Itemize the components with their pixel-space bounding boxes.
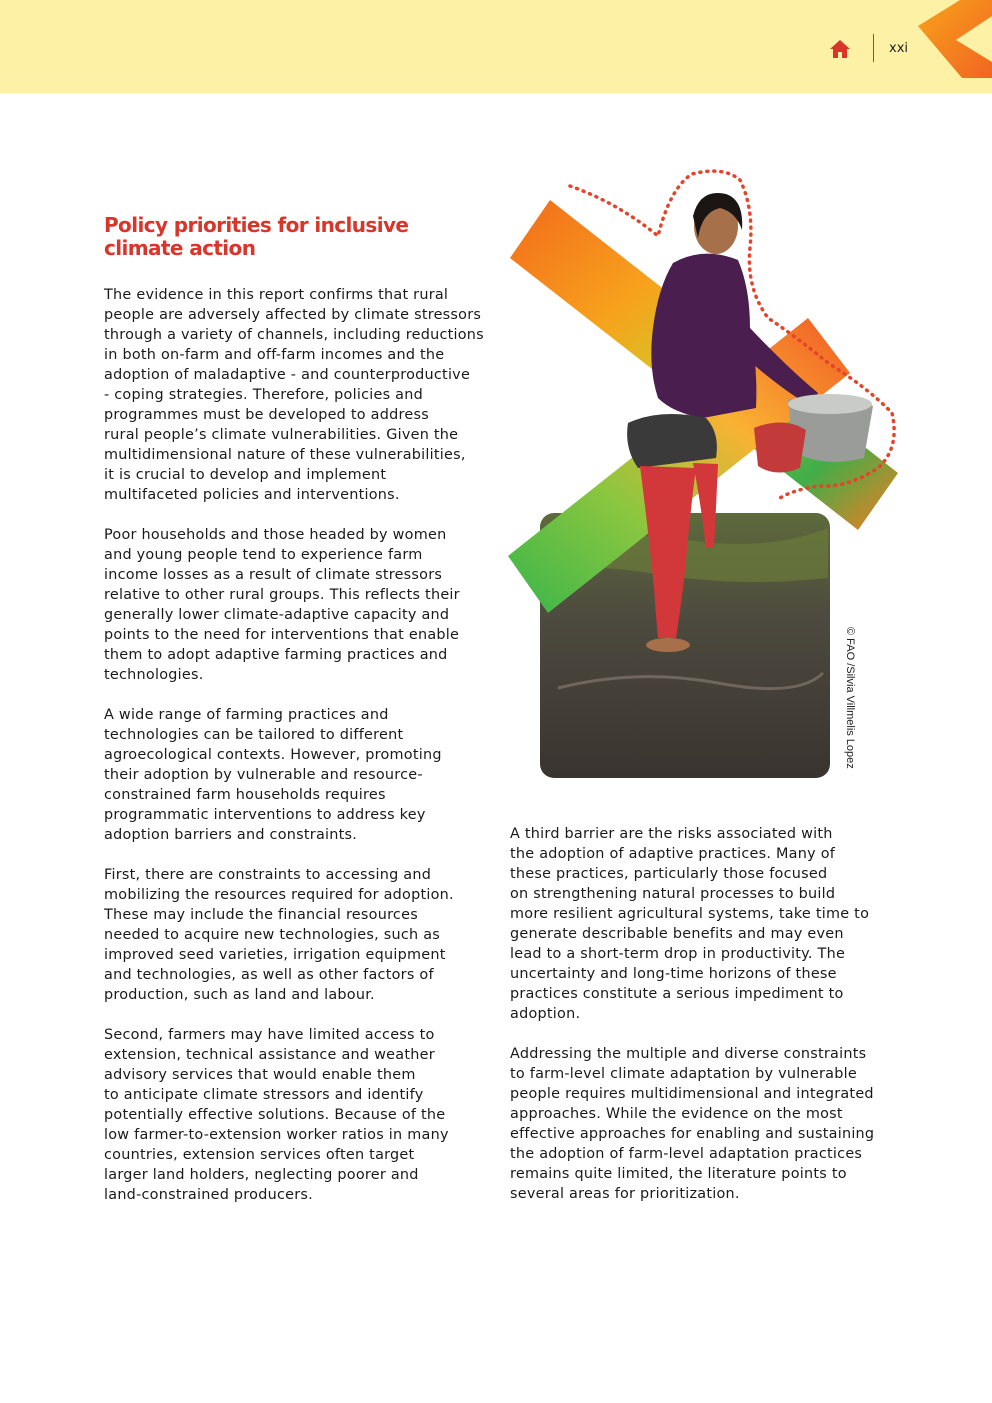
- left-text-column: [104, 285, 489, 1225]
- photo-credit: © FAO /Silvia Villmelis Lopez: [844, 627, 856, 769]
- paragraph: A third barrier are the risks associated with the adoption of adaptive practices. Many of these practices, particularly those focused on strengthening natural processes to build more resilient agricultural systems, take time to generate describable benefits and may even lead to a short-term drop in productivity. The uncertainty and long-time horizons of these practices constitute a serious impediment to adoption.: [510, 826, 870, 1022]
- paragraph: First, there are constraints to accessing and mobilizing the resources required for adoption. These may include the financial resources needed to acquire new technologies, such as improved seed varieties, irrigation equipment and technologies, as well as other factors of production, such as land and labour.: [104, 867, 454, 1003]
- section-title: Policy priorities for inclusive climate action: [104, 213, 409, 260]
- home-icon[interactable]: [829, 38, 851, 60]
- right-text-column: [510, 824, 895, 1224]
- corner-chevron-decoration: [912, 0, 992, 80]
- paragraph: Second, farmers may have limited access to extension, technical assistance and weather advisory services that would enable them to anticipate climate stressors and identify potentially effective solutions. Because of the low farmer-to-extension worker ratios in many countries, extension services often target larger land holders, neglecting poorer and land-constrained producers.: [104, 1027, 449, 1203]
- photo-collage: [488, 168, 898, 788]
- paragraph: The evidence in this report confirms that rural people are adversely affected by climate stressors through a variety of channels, including reductions in both on-farm and off-farm incomes and the adoption of maladaptive - and counterproductive - coping strategies. Therefore, policies and programmes must be developed to address rural people’s climate vulnerabilities. Given the multidimensional nature of these vulnerabilities, it is crucial to develop and implement multifaceted policies and interventions.: [104, 287, 484, 503]
- paragraph: Poor households and those headed by women and young people tend to experience farm income losses as a result of climate stressors relative to other rural groups. This reflects their generally lower climate-adaptive capacity and points to the need for interventions that enable them to adopt adaptive farming practices and technologies.: [104, 527, 460, 683]
- page-number: xxi: [889, 41, 908, 56]
- page-header: [0, 0, 992, 93]
- header-divider: [873, 34, 874, 62]
- paragraph: Addressing the multiple and diverse constraints to farm-level climate adaptation by vulnerable people requires multidimensional and integrated approaches. While the evidence on the most effective approaches for enabling and sustaining the adoption of farm-level adaptation practices remains quite limited, the literature points to several areas for prioritization.: [510, 1046, 875, 1202]
- paragraph: A wide range of farming practices and technologies can be tailored to different agroecological contexts. However, promoting their adoption by vulnerable and resource- constrained farm households requires programmatic interventions to address key adoption barriers and constraints.: [104, 707, 442, 843]
